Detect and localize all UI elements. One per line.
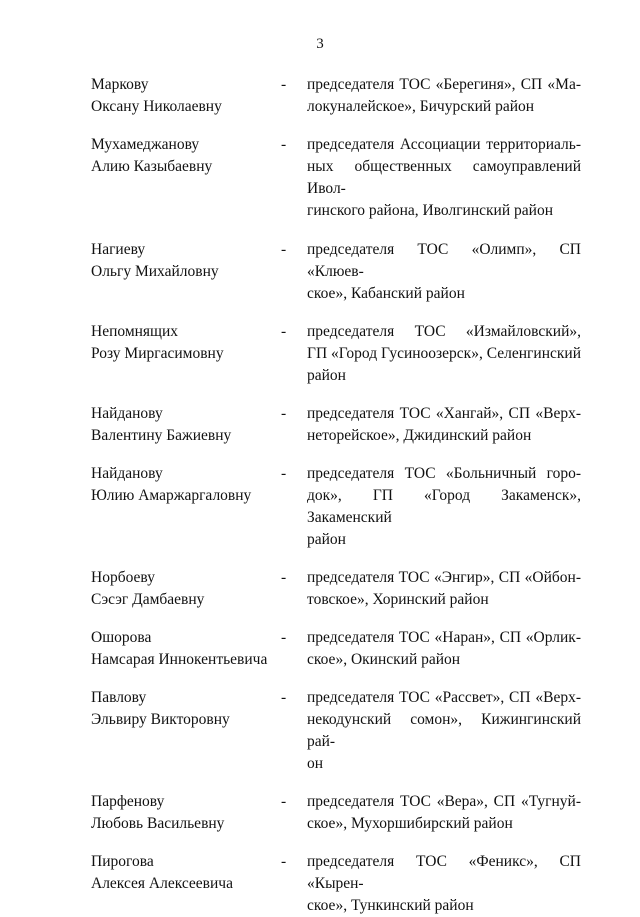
person-name bbox=[91, 134, 281, 178]
surname: Нагиеву bbox=[91, 241, 146, 258]
surname: Найданову bbox=[91, 405, 163, 422]
position-description bbox=[307, 321, 581, 387]
surname: Найданову bbox=[91, 465, 163, 482]
list-item bbox=[91, 321, 581, 387]
description-line: председателя ТОС «Хангай», СП «Верх- bbox=[307, 405, 581, 422]
given-names: Любовь Васильевну bbox=[91, 815, 225, 832]
surname: Непомнящих bbox=[91, 323, 179, 340]
description-line: ных общественных самоуправлений Ивол- bbox=[307, 158, 581, 197]
given-names: Сэсэг Дамбаевну bbox=[91, 591, 205, 608]
list-item bbox=[91, 463, 581, 551]
given-names: Оксану Николаевну bbox=[91, 98, 222, 115]
description-line: он bbox=[307, 755, 324, 772]
description-line: гинского района, Иволгинский район bbox=[307, 202, 553, 219]
surname: Мухамеджанову bbox=[91, 136, 200, 153]
list-item bbox=[91, 791, 581, 835]
given-names: Юлию Амаржаргаловну bbox=[91, 487, 252, 504]
dash-separator: - bbox=[281, 241, 287, 258]
description-line: товское», Хоринский район bbox=[307, 591, 489, 608]
position-description bbox=[307, 74, 581, 118]
surname: Пирогова bbox=[91, 853, 154, 870]
description-line: ское», Окинский район bbox=[307, 651, 461, 668]
dash-separator: - bbox=[281, 569, 287, 586]
surname: Парфенову bbox=[91, 793, 165, 810]
given-names: Эльвиру Викторовну bbox=[91, 711, 230, 728]
given-names: Намсарая Иннокентьевича bbox=[91, 651, 268, 668]
surname: Павлову bbox=[91, 689, 147, 706]
given-names: Алию Казыбаевну bbox=[91, 158, 213, 175]
description-line: председателя Ассоциации территориаль- bbox=[307, 136, 581, 153]
list-item bbox=[91, 134, 581, 222]
position-description bbox=[307, 627, 581, 671]
list-item bbox=[91, 403, 581, 447]
description-line: док», ГП «Город Закаменск», Закаменский bbox=[307, 487, 581, 526]
position-description bbox=[307, 687, 581, 775]
dash-separator: - bbox=[281, 76, 287, 93]
given-names: Розу Миргасимовну bbox=[91, 345, 224, 362]
person-name bbox=[91, 567, 281, 611]
list-item bbox=[91, 687, 581, 775]
surname: Маркову bbox=[91, 76, 149, 93]
description-line: председателя ТОС «Феникс», СП «Кырен- bbox=[307, 853, 581, 892]
description-line: ское», Кабанский район bbox=[307, 285, 465, 302]
description-line: неторейское», Джидинский район bbox=[307, 427, 532, 444]
surname: Норбоеву bbox=[91, 569, 155, 586]
position-description bbox=[307, 239, 581, 305]
dash-separator: - bbox=[281, 136, 287, 153]
dash-separator: - bbox=[281, 793, 287, 810]
position-description bbox=[307, 791, 581, 835]
dash-separator: - bbox=[281, 629, 287, 646]
person-name bbox=[91, 463, 281, 507]
description-line: председателя ТОС «Вера», СП «Тугнуй- bbox=[307, 793, 581, 810]
given-names: Алексея Алексеевича bbox=[91, 875, 233, 892]
dash-separator: - bbox=[281, 853, 287, 870]
description-line: район bbox=[307, 531, 346, 548]
person-name bbox=[91, 403, 281, 447]
position-description bbox=[307, 403, 581, 447]
description-line: председателя ТОС «Берегиня», СП «Ма- bbox=[307, 76, 581, 93]
list-item bbox=[91, 239, 581, 305]
person-name bbox=[91, 627, 281, 671]
dash-separator: - bbox=[281, 465, 287, 482]
list-item bbox=[91, 567, 581, 611]
description-line: ское», Мухоршибирский район bbox=[307, 815, 513, 832]
description-line: район bbox=[307, 367, 346, 384]
list-item bbox=[91, 74, 581, 118]
description-line: председателя ТОС «Энгир», СП «Ойбон- bbox=[307, 569, 581, 586]
position-description bbox=[307, 851, 581, 917]
description-line: председателя ТОС «Олимп», СП «Клюев- bbox=[307, 241, 581, 280]
description-line: председателя ТОС «Больничный горо- bbox=[307, 465, 581, 482]
person-name bbox=[91, 851, 281, 895]
dash-separator: - bbox=[281, 323, 287, 340]
list-item bbox=[91, 851, 581, 917]
person-name bbox=[91, 74, 281, 118]
description-line: некодунский сомон», Кижингинский рай- bbox=[307, 711, 581, 750]
given-names: Ольгу Михайловну bbox=[91, 263, 219, 280]
description-line: ское», Тункинский район bbox=[307, 897, 474, 914]
description-line: председателя ТОС «Наран», СП «Орлик- bbox=[307, 629, 581, 646]
description-line: председателя ТОС «Рассвет», СП «Верх- bbox=[307, 689, 581, 706]
person-name bbox=[91, 687, 281, 731]
surname: Ошорова bbox=[91, 629, 152, 646]
position-description bbox=[307, 567, 581, 611]
person-name bbox=[91, 321, 281, 365]
dash-separator: - bbox=[281, 689, 287, 706]
description-line: локуналейское», Бичурский район bbox=[307, 98, 535, 115]
person-name bbox=[91, 791, 281, 835]
position-description bbox=[307, 134, 581, 222]
page-number: 3 bbox=[316, 36, 324, 52]
list-item bbox=[91, 627, 581, 671]
given-names: Валентину Бажиевну bbox=[91, 427, 232, 444]
dash-separator: - bbox=[281, 405, 287, 422]
description-line: председателя ТОС «Измайловский», bbox=[307, 323, 581, 340]
award-list bbox=[91, 74, 581, 917]
description-line: ГП «Город Гусиноозерск», Селенгинский bbox=[307, 345, 581, 362]
person-name bbox=[91, 239, 281, 283]
position-description bbox=[307, 463, 581, 551]
